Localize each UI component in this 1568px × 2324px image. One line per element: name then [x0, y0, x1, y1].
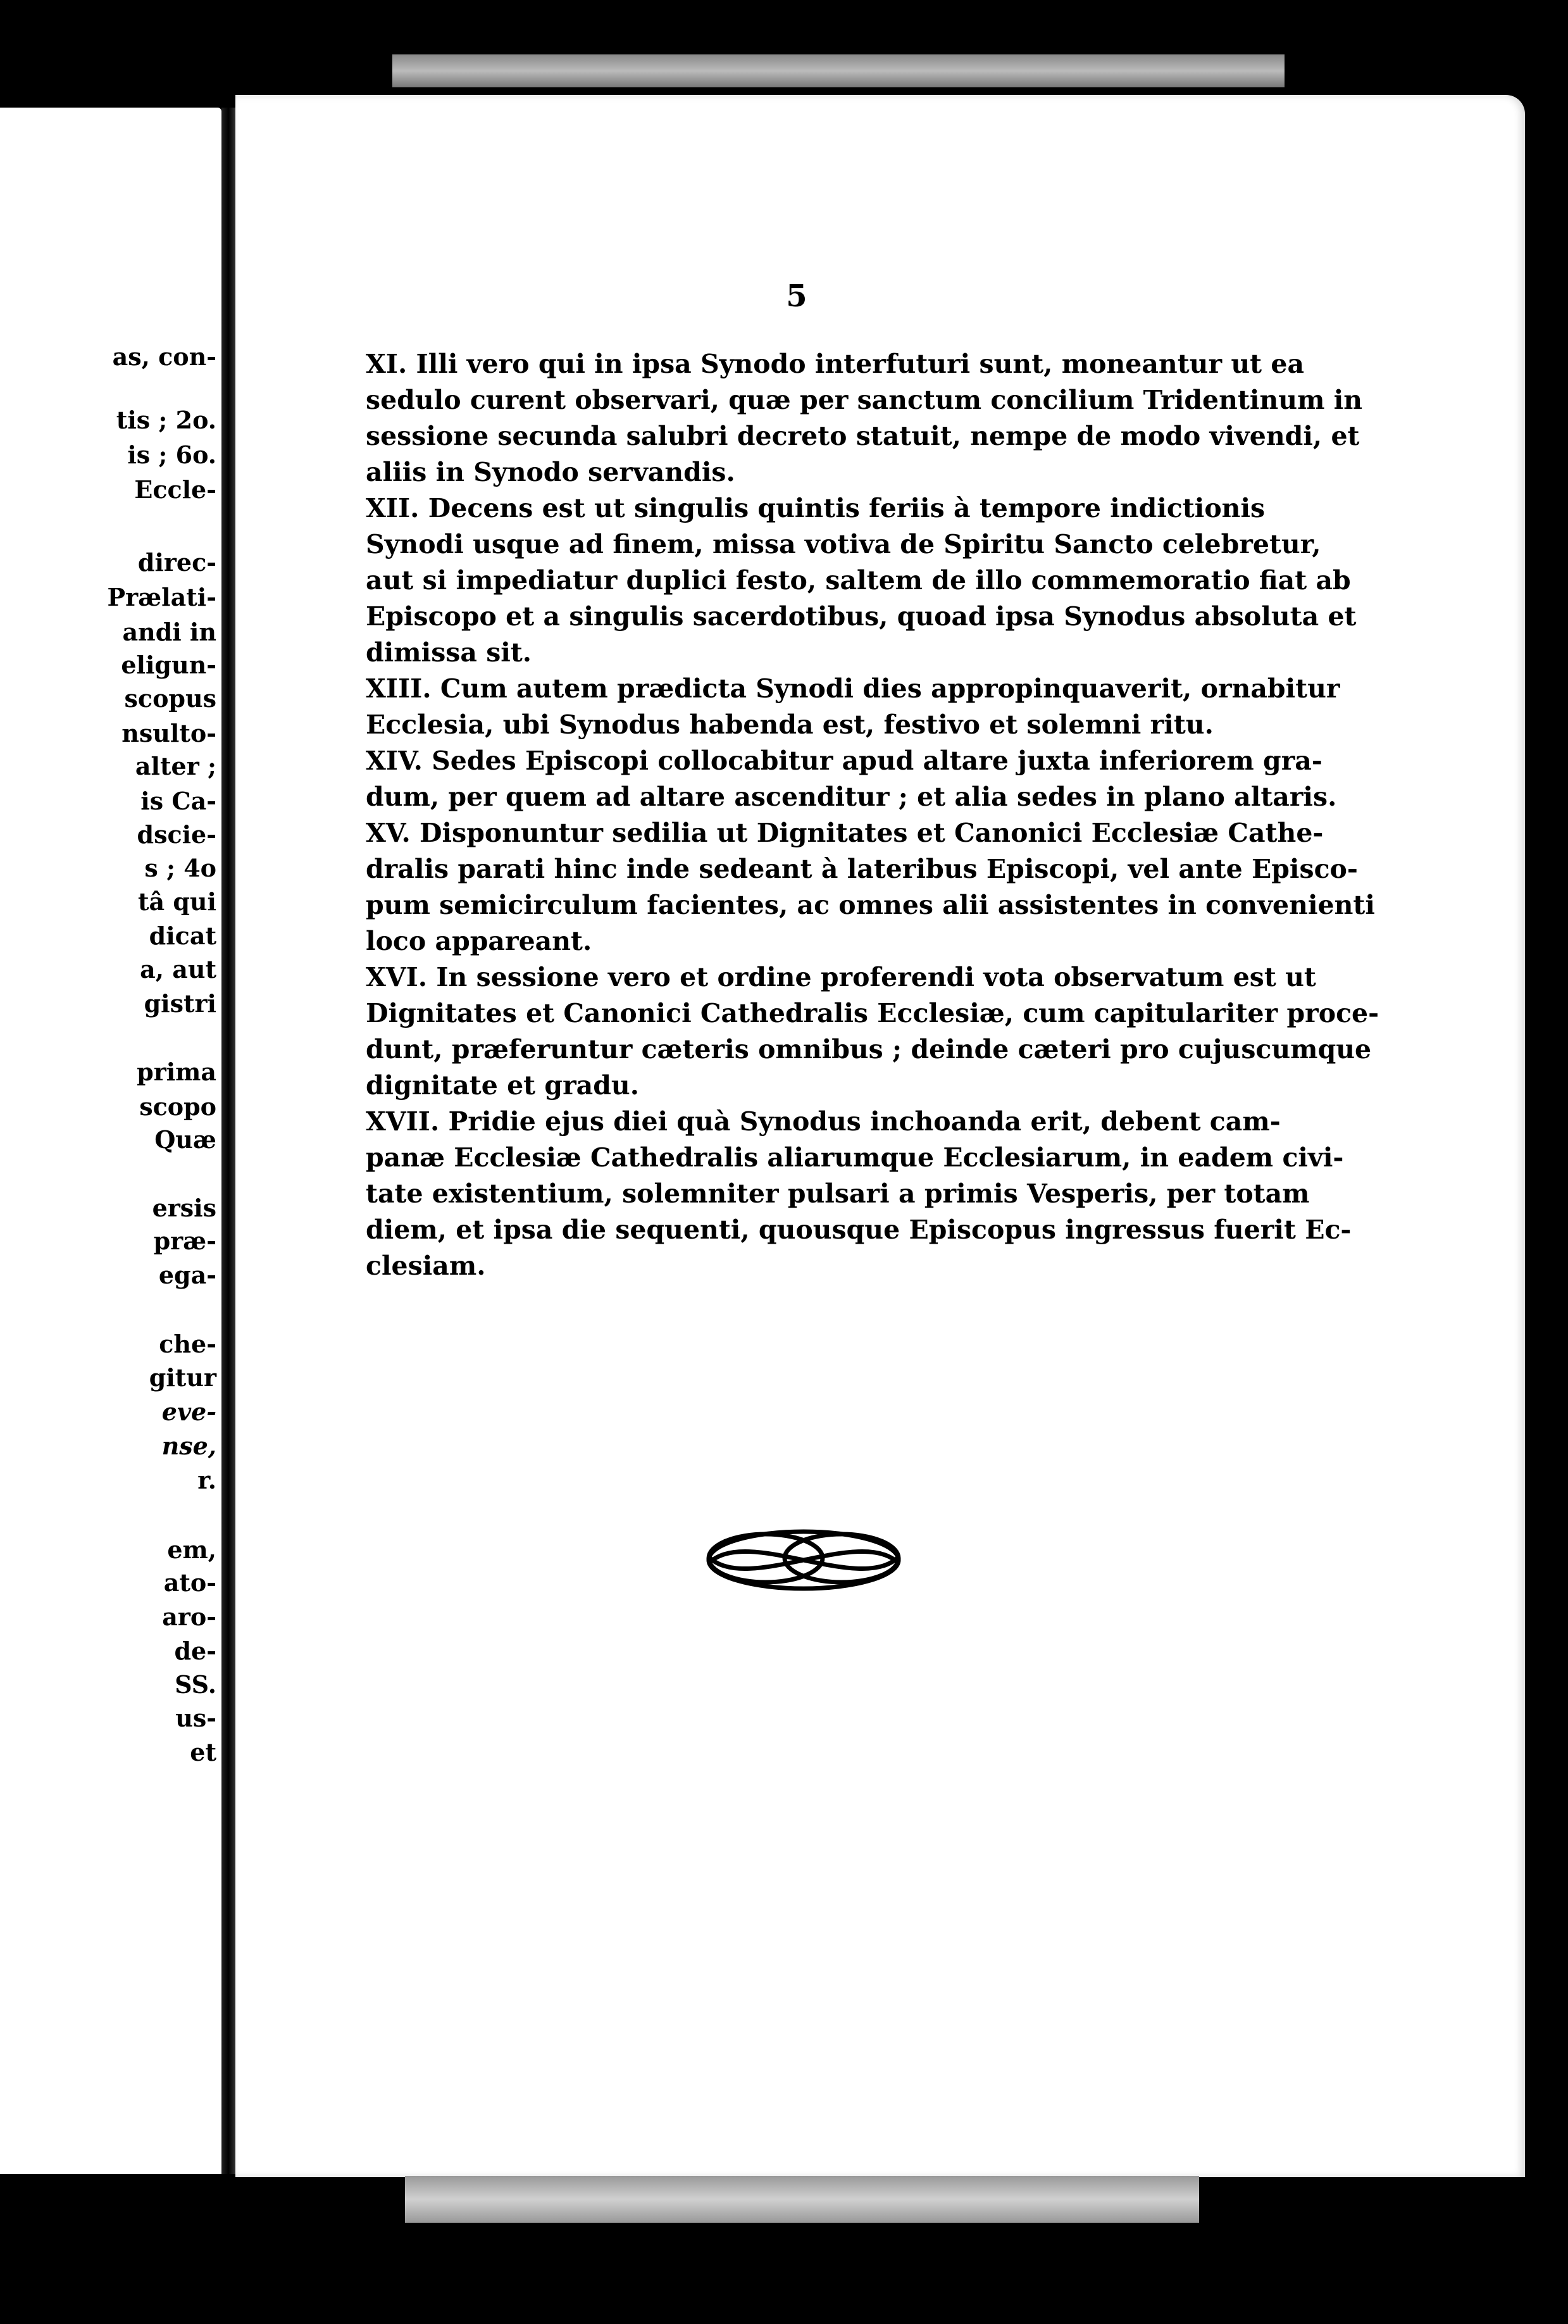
left-text-fragment: s ; 4o — [144, 854, 216, 882]
left-text-fragment: is ; 6o. — [127, 440, 216, 469]
scan-bottom-bar — [405, 2176, 1199, 2223]
paragraph-xvi — [366, 959, 1379, 1104]
text-line: dunt, præferuntur cæteris omnibus ; deinde cæteri pro cujuscumque — [366, 1034, 1372, 1065]
left-text-fragment: eve- — [161, 1397, 216, 1426]
text-line: sessione secunda salubri decreto statuit, nempe de modo vivendi, et — [366, 421, 1360, 451]
left-text-fragment: SS. — [175, 1670, 216, 1699]
text-line: Dignitates et Canonici Cathedralis Ecclesiæ, cum capitulariter proce- — [366, 998, 1379, 1028]
left-text-fragment: as, con- — [112, 342, 216, 371]
paragraph-xiii — [366, 671, 1340, 743]
text-line: sedulo curent observari, quæ per sanctum concilium Tridentinum in — [366, 385, 1363, 415]
left-text-fragment: scopus — [124, 684, 216, 713]
paragraph-xiv — [366, 743, 1337, 815]
text-line: XIII. Cum autem prædicta Synodi dies appropinquaverit, ornabitur — [366, 673, 1340, 704]
paragraph-xi — [366, 346, 1363, 490]
left-text-fragment: andi in — [122, 618, 216, 646]
left-text-fragment: Eccle- — [134, 475, 216, 504]
text-line: aliis in Synodo servandis. — [366, 457, 735, 487]
left-text-fragment: ega- — [158, 1261, 216, 1289]
left-text-fragment: eligun- — [121, 651, 216, 679]
left-text-fragment: us- — [175, 1704, 216, 1732]
left-text-fragment: aro- — [162, 1602, 216, 1631]
scan-top-bar — [392, 54, 1285, 87]
left-text-fragment: præ- — [153, 1227, 216, 1255]
left-text-fragment: nsulto- — [121, 719, 216, 747]
left-text-fragment: et — [190, 1738, 216, 1766]
text-line: tate existentium, solemniter pulsari a primis Vesperis, per totam — [366, 1178, 1310, 1209]
left-text-fragment: ato- — [163, 1568, 216, 1597]
text-line: pum semicirculum facientes, ac omnes alii assistentes in convenienti — [366, 890, 1375, 920]
text-line: XII. Decens est ut singulis quintis feriis à tempore indictionis — [366, 493, 1266, 523]
text-line: loco appareant. — [366, 926, 592, 956]
text-line: Episcopo et a singulis sacerdotibus, quoad ipsa Synodus absoluta et — [366, 601, 1357, 632]
text-line: XIV. Sedes Episcopi collocabitur apud altare juxta inferiorem gra- — [366, 746, 1322, 776]
left-text-fragment: de- — [174, 1637, 216, 1665]
decorative-flourish-icon — [671, 1519, 936, 1601]
book-spine — [221, 108, 235, 2174]
left-text-fragment: tâ qui — [137, 887, 216, 916]
page-number: 5 — [786, 278, 807, 314]
left-page-fragment — [0, 108, 221, 2174]
left-text-fragment: gitur — [149, 1363, 216, 1392]
left-text-fragment: is Ca- — [140, 787, 216, 815]
left-text-fragment: prima — [137, 1058, 216, 1086]
text-line: XV. Disponuntur sedilia ut Dignitates et Canonici Ecclesiæ Cathe- — [366, 818, 1324, 848]
left-text-fragment: scopo — [139, 1092, 216, 1121]
left-text-fragment: che- — [159, 1330, 216, 1358]
text-line: dum, per quem ad altare ascenditur ; et alia sedes in plano altaris. — [366, 782, 1337, 812]
left-text-fragment: r. — [197, 1466, 216, 1494]
text-line: dralis parati hinc inde sedeant à lateribus Episcopi, vel ante Episco- — [366, 854, 1358, 884]
text-line: Ecclesia, ubi Synodus habenda est, festivo et solemni ritu. — [366, 709, 1214, 740]
text-line: dimissa sit. — [366, 637, 532, 668]
paragraph-xv — [366, 815, 1375, 959]
left-text-fragment: a, aut — [140, 955, 216, 984]
text-line: diem, et ipsa die sequenti, quousque Episcopus ingressus fuerit Ec- — [366, 1215, 1352, 1245]
text-line: Synodi usque ad finem, missa votiva de Spiritu Sancto celebretur, — [366, 529, 1321, 559]
left-text-fragment: gistri — [144, 989, 216, 1018]
text-line: XI. Illi vero qui in ipsa Synodo interfuturi sunt, moneantur ut ea — [366, 349, 1305, 379]
left-text-fragment: dscie- — [137, 820, 216, 849]
text-line: dignitate et gradu. — [366, 1070, 639, 1101]
left-text-fragment: direc- — [137, 548, 216, 577]
left-text-fragment: tis ; 2o. — [116, 406, 216, 434]
left-text-fragment: alter ; — [135, 752, 216, 780]
text-line: XVII. Pridie ejus diei quà Synodus inchoanda erit, debent cam- — [366, 1106, 1281, 1137]
paragraph-xii — [366, 490, 1357, 671]
paragraph-xvii — [366, 1104, 1352, 1284]
left-text-fragment: em, — [167, 1535, 216, 1564]
left-text-fragment: nse, — [161, 1432, 216, 1460]
text-line: aut si impediatur duplici festo, saltem de illo commemoratio fiat ab — [366, 565, 1351, 596]
left-text-fragment: Prælati- — [107, 583, 216, 611]
left-text-fragment: Quæ — [154, 1125, 216, 1154]
synod-text — [366, 346, 1379, 1284]
left-text-fragment: ersis — [152, 1194, 216, 1222]
text-line: panæ Ecclesiæ Cathedralis aliarumque Ecclesiarum, in eadem civi- — [366, 1142, 1344, 1173]
left-text-fragment: dicat — [149, 921, 216, 950]
text-line: clesiam. — [366, 1251, 486, 1281]
text-line: XVI. In sessione vero et ordine proferendi vota observatum est ut — [366, 962, 1316, 992]
